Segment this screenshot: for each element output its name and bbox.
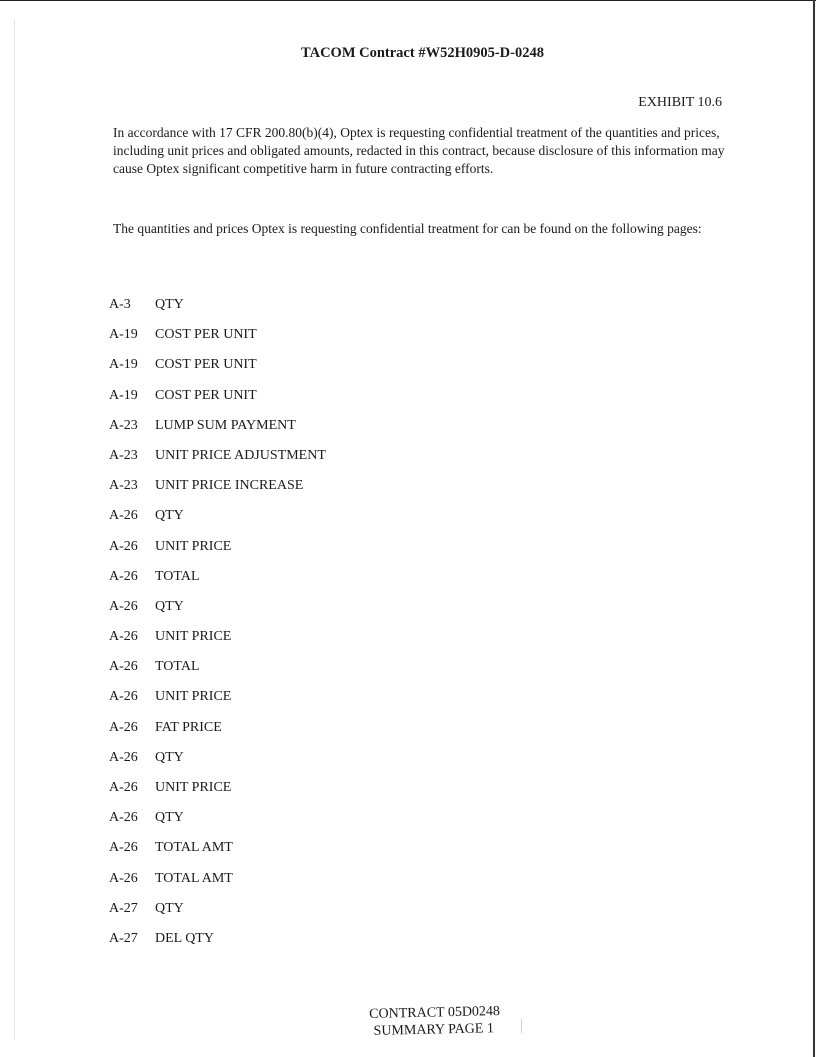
item-label: UNIT PRICE	[155, 538, 232, 554]
list-item	[109, 687, 326, 717]
item-page-ref: A-26	[109, 719, 138, 735]
item-label: TOTAL	[155, 659, 200, 675]
list-item	[109, 446, 326, 476]
item-page-ref: A-26	[109, 538, 138, 554]
footer-summary-line: SUMMARY PAGE 1	[373, 1021, 495, 1039]
item-page-ref: A-26	[109, 568, 138, 584]
item-page-ref: A-19	[109, 387, 138, 403]
list-item	[109, 627, 326, 657]
item-page-ref: A-26	[109, 659, 138, 675]
list-item	[109, 537, 326, 567]
footer-contract-line: CONTRACT 05D0248	[369, 1004, 501, 1022]
item-page-ref: A-19	[109, 357, 138, 373]
exhibit-label: EXHIBIT 10.6	[638, 95, 722, 110]
item-page-ref: A-27	[109, 930, 138, 946]
item-page-ref: A-23	[109, 447, 138, 463]
item-label: QTY	[155, 749, 184, 765]
item-label: QTY	[155, 810, 184, 826]
footer-mark	[521, 1019, 522, 1033]
item-page-ref: A-26	[109, 689, 138, 705]
list-item	[109, 718, 326, 748]
confidentiality-paragraph: In accordance with 17 CFR 200.80(b)(4), Optex is requesting confidential treatment of the quantities and prices, including unit prices and obligated amounts, redacted in this contract, because disclosure of this information may cause Optex significant competitive harm in future contracting efforts.	[113, 125, 725, 176]
item-page-ref: A-26	[109, 598, 138, 614]
list-item	[109, 778, 326, 808]
item-page-ref: A-23	[109, 478, 138, 494]
item-label: COST PER UNIT	[155, 357, 257, 373]
item-label: UNIT PRICE	[155, 689, 232, 705]
list-item	[109, 386, 326, 416]
item-page-ref: A-26	[109, 840, 138, 856]
item-label: QTY	[155, 297, 184, 312]
list-item	[109, 899, 326, 929]
item-page-ref: A-26	[109, 780, 138, 795]
item-label: COST PER UNIT	[155, 387, 257, 403]
item-page-ref: A-26	[109, 508, 138, 524]
item-page-ref: A-26	[109, 870, 138, 886]
page-edge-left	[14, 20, 15, 1040]
list-item	[109, 929, 326, 959]
list-item	[109, 416, 326, 446]
list-item	[109, 355, 326, 385]
list-item	[109, 748, 326, 778]
item-label: TOTAL AMT	[155, 870, 233, 886]
item-label: UNIT PRICE INCREASE	[155, 478, 304, 494]
list-item	[109, 567, 326, 597]
list-item	[109, 869, 326, 899]
item-label: QTY	[155, 900, 184, 916]
item-page-ref: A-26	[109, 629, 138, 645]
list-item	[109, 838, 326, 868]
item-label: COST PER UNIT	[155, 327, 257, 343]
item-page-ref: A-19	[109, 327, 138, 343]
list-item	[109, 295, 326, 325]
item-label: UNIT PRICE	[155, 629, 232, 645]
item-page-ref: A-23	[109, 417, 138, 433]
list-item	[109, 476, 326, 506]
item-label: DEL QTY	[155, 930, 214, 946]
item-label: UNIT PRICE ADJUSTMENT	[155, 447, 326, 463]
item-page-ref: A-26	[109, 810, 138, 826]
footer-stamp	[369, 1003, 501, 1040]
item-page-ref: A-26	[109, 749, 138, 765]
list-item	[109, 597, 326, 627]
item-label: QTY	[155, 508, 184, 524]
item-page-ref: A-27	[109, 900, 138, 916]
item-label: LUMP SUM PAYMENT	[155, 417, 296, 433]
item-label: QTY	[155, 598, 184, 614]
redacted-items-list	[109, 295, 326, 959]
item-label: UNIT PRICE	[155, 780, 232, 795]
page-edge-right	[813, 0, 815, 1057]
item-label: TOTAL AMT	[155, 840, 233, 856]
item-page-ref: A-3	[109, 297, 131, 312]
document-title: TACOM Contract #W52H0905-D-0248	[301, 45, 544, 61]
item-label: FAT PRICE	[155, 719, 222, 735]
list-item	[109, 808, 326, 838]
item-label: TOTAL	[155, 568, 200, 584]
page-edge-top	[0, 0, 816, 1]
list-item	[109, 657, 326, 687]
list-item	[109, 325, 326, 355]
list-item	[109, 506, 326, 536]
pages-intro-paragraph: The quantities and prices Optex is requesting confidential treatment for can be found on the following pages:	[113, 221, 702, 236]
